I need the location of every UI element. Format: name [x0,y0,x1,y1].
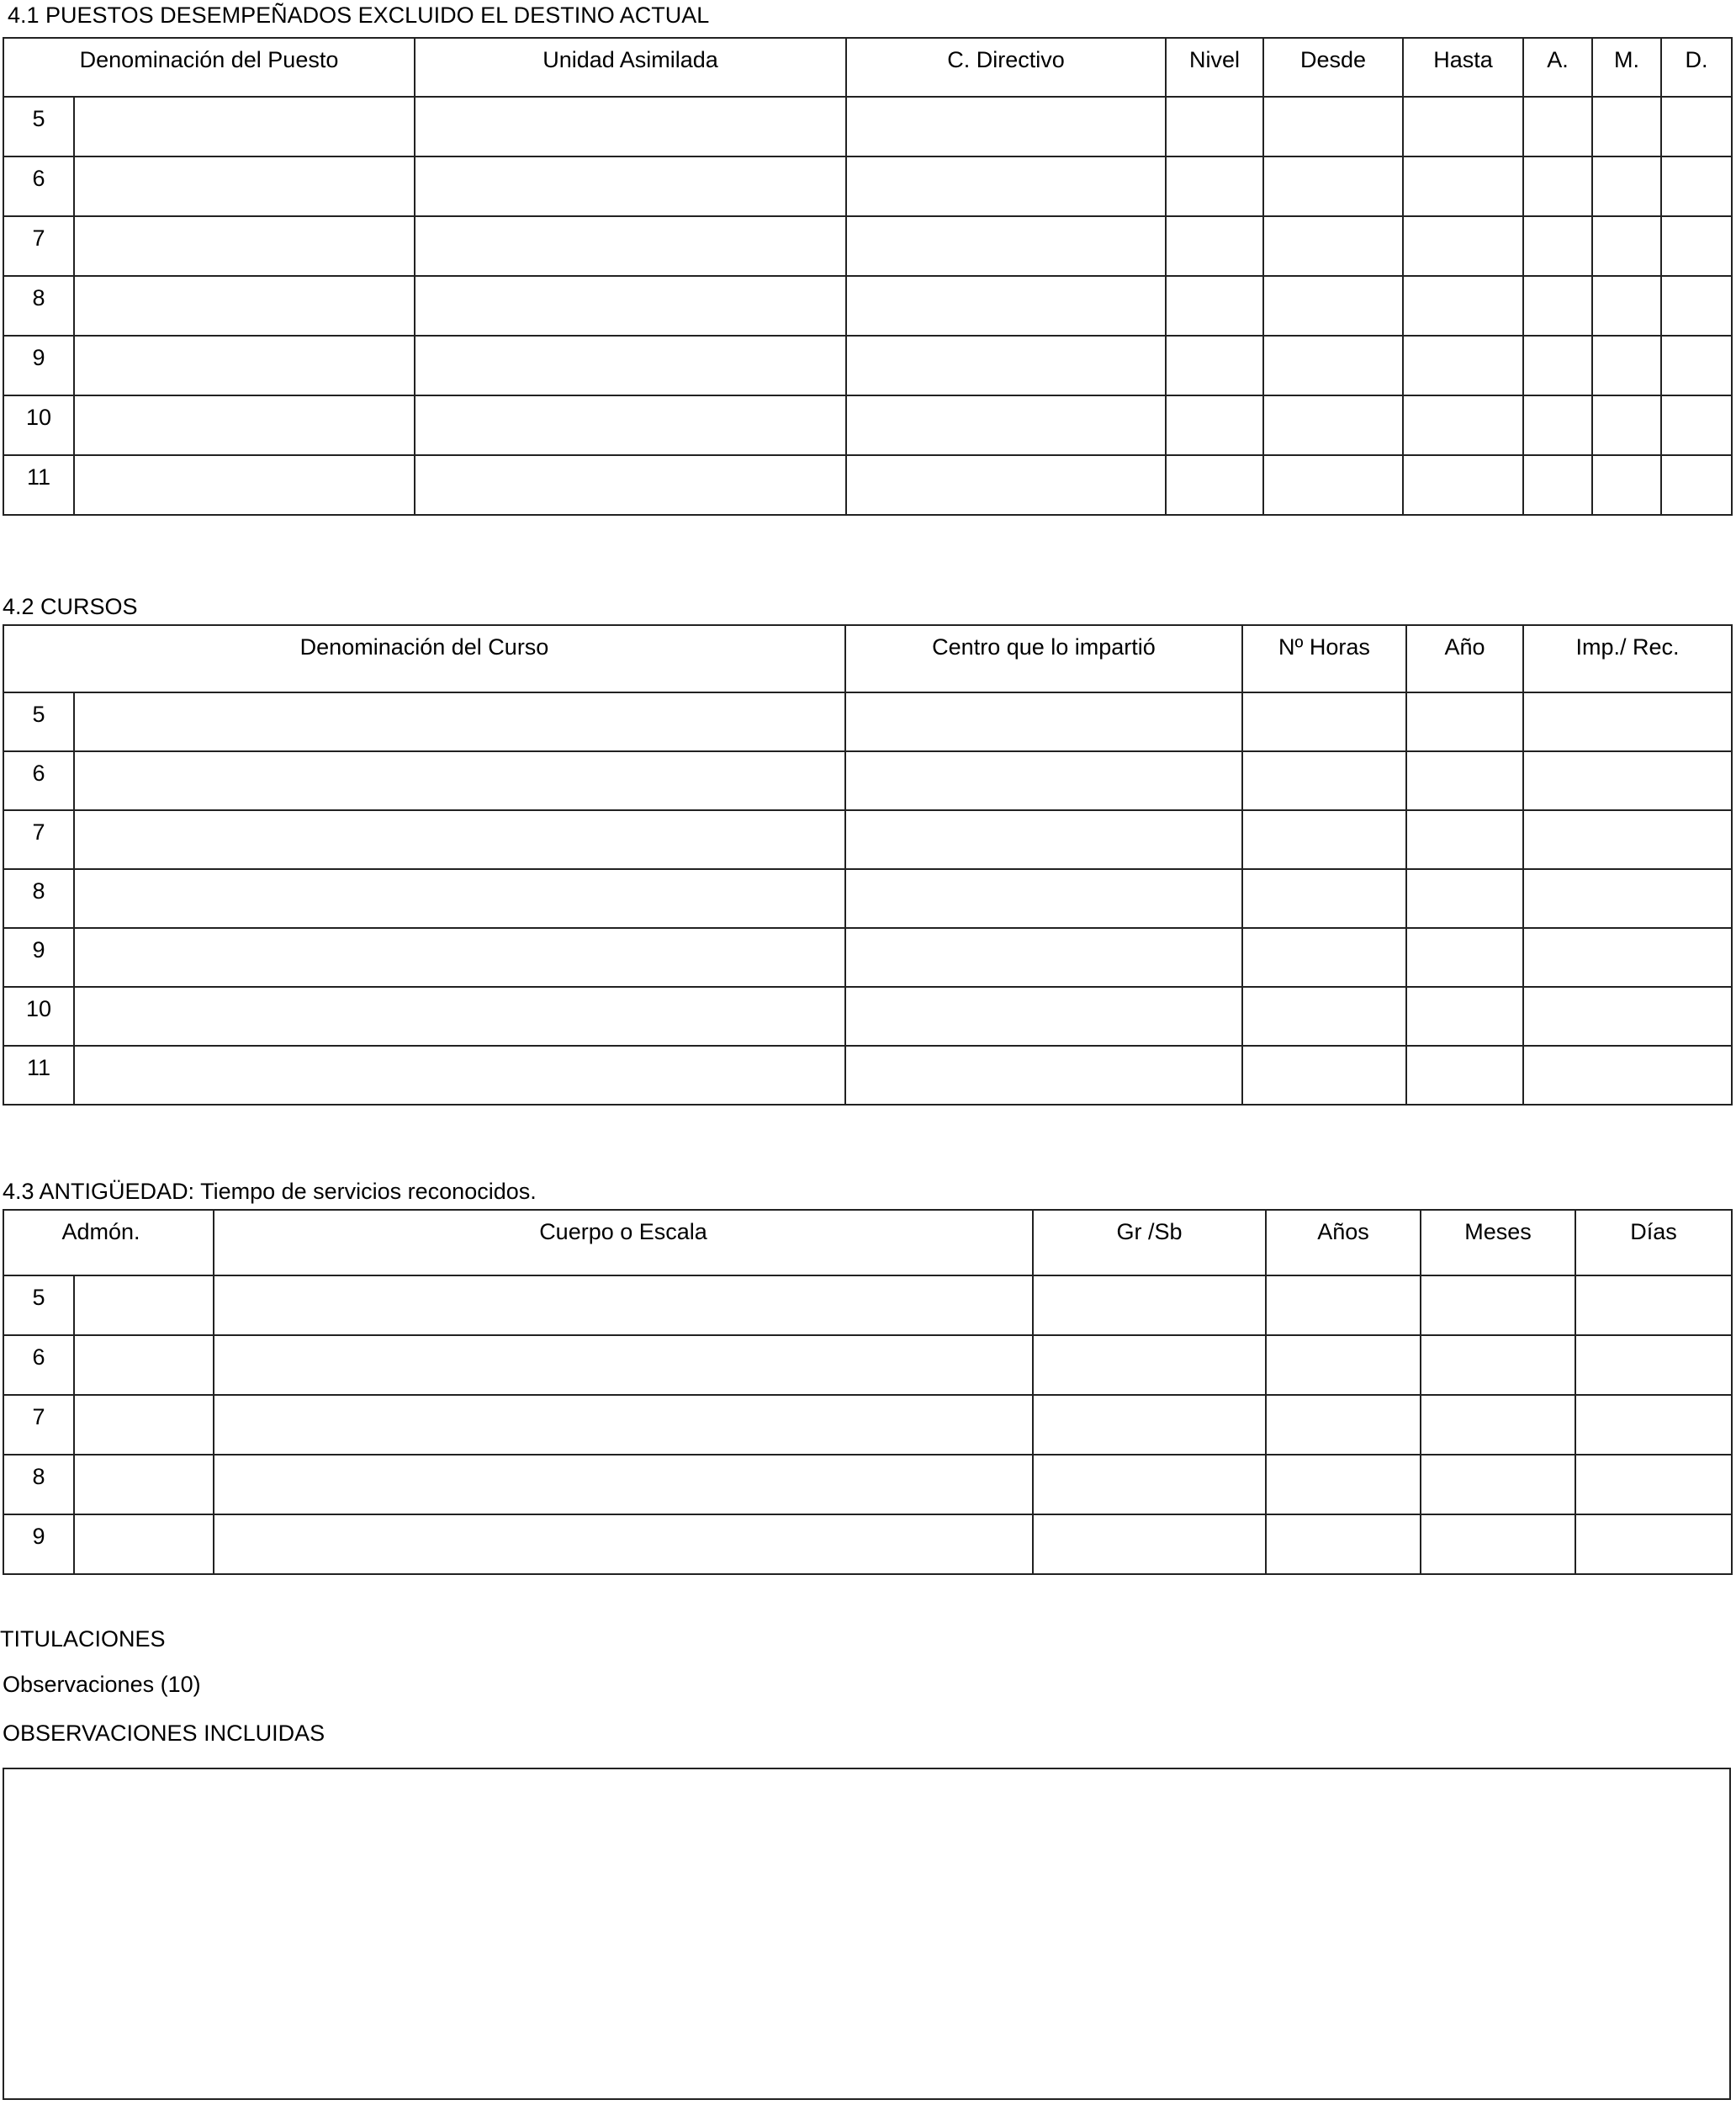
table-cell[interactable] [1033,1455,1266,1514]
table-cell[interactable] [1242,751,1406,810]
table-cell[interactable] [1523,810,1732,869]
table-header-row [3,625,1732,692]
header-anos: Años [1266,1210,1421,1275]
table-cell[interactable] [845,1046,1242,1105]
table-cell[interactable] [1661,276,1732,336]
table-cell[interactable] [1661,336,1732,395]
table-cell[interactable] [74,395,415,455]
table-cell[interactable] [1523,336,1592,395]
table-cell[interactable] [1406,751,1523,810]
table-cell[interactable] [1592,97,1661,156]
table-cell[interactable] [1575,1395,1732,1455]
table-cell[interactable] [1403,156,1523,216]
table-cell[interactable] [1033,1514,1266,1574]
table-row [3,692,1732,751]
table-cell[interactable] [1242,810,1406,869]
section-43-title: 4.3 ANTIGÜEDAD: Tiempo de servicios reconocidos. [3,1179,537,1204]
row-number: 5 [3,1275,74,1335]
table-cell[interactable] [1421,1514,1575,1574]
header-unidad-asimilada: Unidad Asimilada [415,38,846,97]
table-cell[interactable] [845,751,1242,810]
header-meses: M. [1592,38,1661,97]
row-number: 7 [3,216,74,276]
table-cell[interactable] [74,276,415,336]
table-cell[interactable] [1406,810,1523,869]
section-42-title: 4.2 CURSOS [3,594,138,619]
table-cell[interactable] [1266,1514,1421,1574]
table-cell[interactable] [845,692,1242,751]
table-cell[interactable] [845,987,1242,1046]
table-cell[interactable] [415,276,846,336]
table-cell[interactable] [1523,395,1592,455]
row-number: 8 [3,869,74,928]
table-cell[interactable] [415,97,846,156]
header-imp-rec: Imp./ Rec. [1523,625,1732,692]
table-row [3,216,1732,276]
header-dias: Días [1575,1210,1732,1275]
row-number: 9 [3,336,74,395]
table-cell[interactable] [74,1275,214,1335]
table-cell[interactable] [74,336,415,395]
header-horas: Nº Horas [1242,625,1406,692]
table-cell[interactable] [1403,97,1523,156]
table-cell[interactable] [74,97,415,156]
table-cell[interactable] [1242,987,1406,1046]
table-row [3,156,1732,216]
observaciones-incluidas-label: OBSERVACIONES INCLUIDAS [3,1721,326,1746]
table-row [3,336,1732,395]
table-cell[interactable] [1661,395,1732,455]
table-cell[interactable] [415,156,846,216]
table-cell[interactable] [845,928,1242,987]
table-cell[interactable] [1575,1275,1732,1335]
header-denominacion-curso: Denominación del Curso [3,625,845,692]
table-cell[interactable] [1403,216,1523,276]
table-cell[interactable] [1523,156,1592,216]
table-cell[interactable] [1523,928,1732,987]
row-number: 6 [3,156,74,216]
table-cell[interactable] [74,751,845,810]
table-cell[interactable] [415,395,846,455]
table-cell[interactable] [1421,1455,1575,1514]
table-cell[interactable] [1403,276,1523,336]
table-cell[interactable] [214,1514,1033,1574]
row-number: 10 [3,987,74,1046]
table-cell[interactable] [1242,692,1406,751]
table-row [3,987,1732,1046]
header-hasta: Hasta [1403,38,1523,97]
table-row [3,276,1732,336]
table-cell[interactable] [74,455,415,515]
header-gr-sb: Gr /Sb [1033,1210,1266,1275]
table-cell[interactable] [1033,1335,1266,1395]
table-cell[interactable] [846,156,1166,216]
table-row [3,1514,1732,1574]
header-desde: Desde [1263,38,1403,97]
table-cell[interactable] [1523,869,1732,928]
table-cell[interactable] [74,1395,214,1455]
table-cell[interactable] [1523,276,1592,336]
table-cell[interactable] [74,1335,214,1395]
table-cell[interactable] [1575,1455,1732,1514]
row-number: 8 [3,276,74,336]
table-cell[interactable] [1421,1395,1575,1455]
row-number: 9 [3,1514,74,1574]
table-row [3,1046,1732,1105]
table-cell[interactable] [1592,455,1661,515]
row-number: 11 [3,1046,74,1105]
table-cell[interactable] [74,1455,214,1514]
section-41-title: 4.1 PUESTOS DESEMPEÑADOS EXCLUIDO EL DESTINO ACTUAL [8,3,710,28]
table-header-row [3,38,1732,97]
table-cell[interactable] [846,216,1166,276]
table-cell[interactable] [1242,928,1406,987]
table-cell[interactable] [1661,216,1732,276]
table-cell[interactable] [74,928,845,987]
table-cell[interactable] [74,216,415,276]
table-cell[interactable] [1263,216,1403,276]
table-cell[interactable] [1242,869,1406,928]
header-meses: Meses [1421,1210,1575,1275]
row-number: 10 [3,395,74,455]
table-cell[interactable] [214,1275,1033,1335]
table-cell[interactable] [1592,216,1661,276]
table-cell[interactable] [74,1514,214,1574]
table-row [3,1275,1732,1335]
table-cell[interactable] [1406,869,1523,928]
table-row [3,395,1732,455]
table-cell[interactable] [74,1046,845,1105]
header-c-directivo: C. Directivo [846,38,1166,97]
table-cell[interactable] [846,336,1166,395]
table-cell[interactable] [1421,1275,1575,1335]
table-cell[interactable] [1406,987,1523,1046]
table-cell[interactable] [74,810,845,869]
table-cell[interactable] [845,869,1242,928]
header-cuerpo-escala: Cuerpo o Escala [214,1210,1033,1275]
table-cell[interactable] [1166,455,1263,515]
table-cell[interactable] [1166,395,1263,455]
cursos-table [3,624,1733,1106]
table-cell[interactable] [1166,216,1263,276]
header-admon: Admón. [3,1210,214,1275]
table-cell[interactable] [1266,1335,1421,1395]
table-cell[interactable] [1661,455,1732,515]
table-row [3,1335,1732,1395]
table-cell[interactable] [1592,156,1661,216]
header-denominacion-puesto: Denominación del Puesto [3,38,415,97]
header-ano: Año [1406,625,1523,692]
row-number: 5 [3,97,74,156]
row-number: 8 [3,1455,74,1514]
table-row [3,810,1732,869]
table-cell[interactable] [1592,336,1661,395]
table-cell[interactable] [1523,455,1592,515]
table-cell[interactable] [846,97,1166,156]
antiguedad-table [3,1209,1733,1575]
table-cell[interactable] [1266,1395,1421,1455]
table-cell[interactable] [415,216,846,276]
puestos-table [3,37,1733,516]
table-cell[interactable] [1266,1275,1421,1335]
table-cell[interactable] [1406,1046,1523,1105]
table-cell[interactable] [74,156,415,216]
table-cell[interactable] [846,395,1166,455]
table-row [3,455,1732,515]
table-cell[interactable] [1575,1514,1732,1574]
table-cell[interactable] [1263,455,1403,515]
table-cell[interactable] [1406,928,1523,987]
table-row [3,1455,1732,1514]
table-cell[interactable] [415,455,846,515]
table-cell[interactable] [1263,156,1403,216]
table-cell[interactable] [1523,987,1732,1046]
table-cell[interactable] [1421,1335,1575,1395]
table-row [3,928,1732,987]
table-cell[interactable] [845,810,1242,869]
header-centro: Centro que lo impartió [845,625,1242,692]
table-cell[interactable] [1166,336,1263,395]
observaciones-label: Observaciones (10) [3,1672,201,1697]
row-number: 6 [3,1335,74,1395]
row-number: 7 [3,810,74,869]
table-cell[interactable] [74,987,845,1046]
table-cell[interactable] [846,276,1166,336]
table-row [3,751,1732,810]
table-cell[interactable] [1523,216,1592,276]
table-cell[interactable] [1166,97,1263,156]
table-cell[interactable] [1263,276,1403,336]
table-cell[interactable] [1242,1046,1406,1105]
table-cell[interactable] [1033,1395,1266,1455]
table-cell[interactable] [1166,156,1263,216]
table-cell[interactable] [1523,97,1592,156]
row-number: 7 [3,1395,74,1455]
table-cell[interactable] [214,1335,1033,1395]
table-cell[interactable] [1263,395,1403,455]
table-cell[interactable] [1592,395,1661,455]
table-cell[interactable] [1033,1275,1266,1335]
table-cell[interactable] [74,692,845,751]
table-cell[interactable] [1166,276,1263,336]
table-cell[interactable] [1523,751,1732,810]
header-anos: A. [1523,38,1592,97]
header-dias: D. [1661,38,1732,97]
table-cell[interactable] [1266,1455,1421,1514]
titulaciones-label: TITULACIONES [0,1626,166,1652]
table-cell[interactable] [214,1455,1033,1514]
row-number: 9 [3,928,74,987]
table-cell[interactable] [415,336,846,395]
row-number: 11 [3,455,74,515]
table-cell[interactable] [1263,336,1403,395]
table-cell[interactable] [846,455,1166,515]
row-number: 5 [3,692,74,751]
table-cell[interactable] [214,1395,1033,1455]
table-cell[interactable] [1263,97,1403,156]
table-cell[interactable] [1661,97,1732,156]
table-cell[interactable] [1403,336,1523,395]
table-cell[interactable] [1575,1335,1732,1395]
table-cell[interactable] [1403,395,1523,455]
table-cell[interactable] [1661,156,1732,216]
table-cell[interactable] [1523,1046,1732,1105]
table-row [3,1395,1732,1455]
table-row [3,869,1732,928]
table-cell[interactable] [1592,276,1661,336]
table-header-row [3,1210,1732,1275]
header-nivel: Nivel [1166,38,1263,97]
table-cell[interactable] [1523,692,1732,751]
table-cell[interactable] [1406,692,1523,751]
observaciones-textbox[interactable] [3,1768,1731,2100]
table-cell[interactable] [74,869,845,928]
table-cell[interactable] [1403,455,1523,515]
row-number: 6 [3,751,74,810]
table-row [3,97,1732,156]
